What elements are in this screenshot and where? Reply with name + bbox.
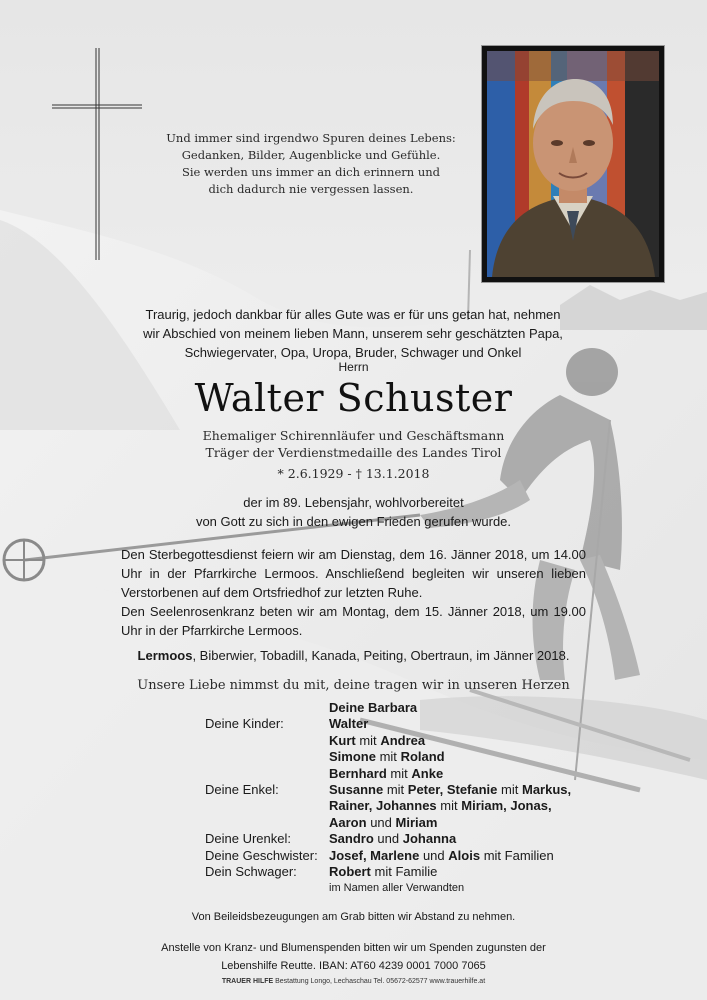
places-rest: , Biberwier, Tobadill, Kanada, Peiting, Obertraun, im Jänner 2018. (192, 648, 570, 663)
family-row (205, 782, 625, 798)
footer-details: Bestattung Longo, Lechaschau Tel. 05672-62577 www.trauerhilfe.at (275, 978, 486, 985)
motto: Unsere Liebe nimmst du mit, deine tragen wir in unseren Herzen (137, 678, 570, 693)
family-row (205, 815, 625, 831)
role-line: Träger der Verdienstmedaille des Landes Tirol (205, 445, 502, 460)
deceased-name: Walter Schuster (194, 376, 513, 420)
rosary-paragraph: Den Seelenrosenkranz beten wir am Montag, dem 15. Jänner 2018, um 19.00 Uhr in der Pfarrkirche Lermoos. (121, 604, 586, 638)
child-name: Kurt (329, 732, 356, 748)
grandchild-name: Miriam (395, 814, 438, 830)
partner-name: Anke (411, 765, 444, 781)
role-line: Ehemaliger Schirennläufer und Geschäftsmann (202, 428, 505, 443)
partner-name: Peter (407, 782, 440, 798)
connector: und (422, 847, 445, 863)
family-row (205, 749, 625, 765)
relation-label: Dein Schwager: (205, 864, 297, 880)
family-row (205, 733, 625, 749)
child-name: Simone (329, 749, 376, 765)
connector: mit (501, 782, 519, 798)
connector: mit (379, 749, 397, 765)
family-row (205, 831, 625, 847)
intro-line: wir Abschied von meinem lieben Mann, unserem sehr geschätzten Papa, (143, 326, 563, 341)
suffix: mit Familien (483, 847, 554, 863)
family-row (205, 880, 625, 896)
family-row (205, 864, 625, 880)
places-bold: Lermoos (137, 648, 193, 663)
portrait-frame (482, 46, 664, 282)
connector: und (377, 831, 400, 847)
donation-line: Lebenshilfe Reutte. IBAN: AT60 4239 0001 7000 7065 (221, 960, 486, 972)
funeral-paragraph: Den Sterbegottesdienst feiern wir am Dienstag, dem 16. Jänner 2018, um 14.00 Uhr in der Pfarrkirche Lermoos. Anschließend begleiten wir unseren lieben Verstorbenen auf dem Ortsfriedhof zur letzten Ruhe. (121, 547, 586, 600)
family-row (205, 716, 625, 732)
partner-name: Markus (521, 782, 568, 798)
donation-line: Anstelle von Kranz- und Blumenspenden bitten wir um Spenden zugunsten der (161, 942, 546, 954)
family-row (205, 848, 625, 864)
portrait-photo (487, 51, 659, 277)
places-line (0, 648, 707, 663)
intro-line: Traurig, jedoch dankbar für alles Gute was er für uns getan hat, nehmen (145, 307, 561, 322)
connector: mit (359, 732, 377, 748)
life-dates: * 2.6.1929 - † 13.1.2018 (277, 466, 430, 481)
donation-note (0, 939, 707, 975)
greatgrandchild-name: Sandro (329, 831, 374, 847)
relation-label: Deine Enkel: (205, 782, 279, 798)
relation-label: Deine Kinder: (205, 716, 284, 732)
grandchild-name: Rainer, Johannes (329, 798, 437, 814)
passing-text (0, 493, 707, 531)
salutation: Herrn (338, 360, 369, 374)
sibling-name: Alois (448, 847, 481, 863)
connector: mit (440, 798, 458, 814)
intro-text (100, 305, 606, 362)
family-row (205, 766, 625, 782)
verse-line: dich dadurch nie vergessen lassen. (208, 182, 414, 196)
relation-label: Deine Urenkel: (205, 831, 291, 847)
family-row (205, 700, 625, 716)
passing-line: der im 89. Lebensjahr, wohlvorbereitet (243, 495, 464, 510)
footer-credit (0, 978, 707, 985)
child-name: Bernhard (329, 765, 387, 781)
verse-line: Und immer sind irgendwo Spuren deines Lebens: (166, 131, 456, 145)
grandchild-name: Aaron (329, 814, 367, 830)
passing-line: von Gott zu sich in den ewigen Frieden gerufen wurde. (195, 514, 512, 529)
verse-line: Sie werden uns immer an dich erinnern und (181, 165, 440, 179)
verse (150, 130, 472, 198)
comma: , (567, 782, 572, 798)
connector: und (370, 814, 392, 830)
relatives-note: im Namen aller Verwandten (329, 882, 465, 895)
relation-label: Deine Geschwister: (205, 847, 318, 863)
suffix: mit Familie (374, 864, 438, 880)
partner-name: Miriam, Jonas (461, 798, 548, 814)
grandchild-name: , Stefanie (439, 782, 498, 798)
partner-name: Roland (400, 749, 445, 765)
intro-line: Schwiegervater, Opa, Uropa, Bruder, Schwager und Onkel (184, 345, 522, 360)
comma: , (547, 798, 552, 814)
condolence-note: Von Beileidsbezeugungen am Grab bitten wir Abstand zu nehmen. (191, 911, 516, 923)
child-name: Walter (329, 716, 369, 732)
cross-icon (52, 48, 142, 260)
family-row (205, 798, 625, 814)
wife-name: Deine Barbara (329, 700, 418, 715)
connector: mit (390, 765, 408, 781)
verse-line: Gedanken, Bilder, Augenblicke und Gefühle. (181, 148, 441, 162)
connector: mit (386, 782, 405, 798)
brotherinlaw-name: Robert (329, 864, 371, 880)
sibling-name: Josef, Marlene (329, 847, 420, 863)
partner-name: Andrea (380, 732, 426, 748)
grandchild-name: Susanne (329, 782, 384, 798)
family-list (205, 700, 625, 897)
roles (0, 427, 707, 461)
greatgrandchild-name: Johanna (402, 831, 457, 847)
footer-brand: TRAUER HILFE (221, 978, 274, 985)
